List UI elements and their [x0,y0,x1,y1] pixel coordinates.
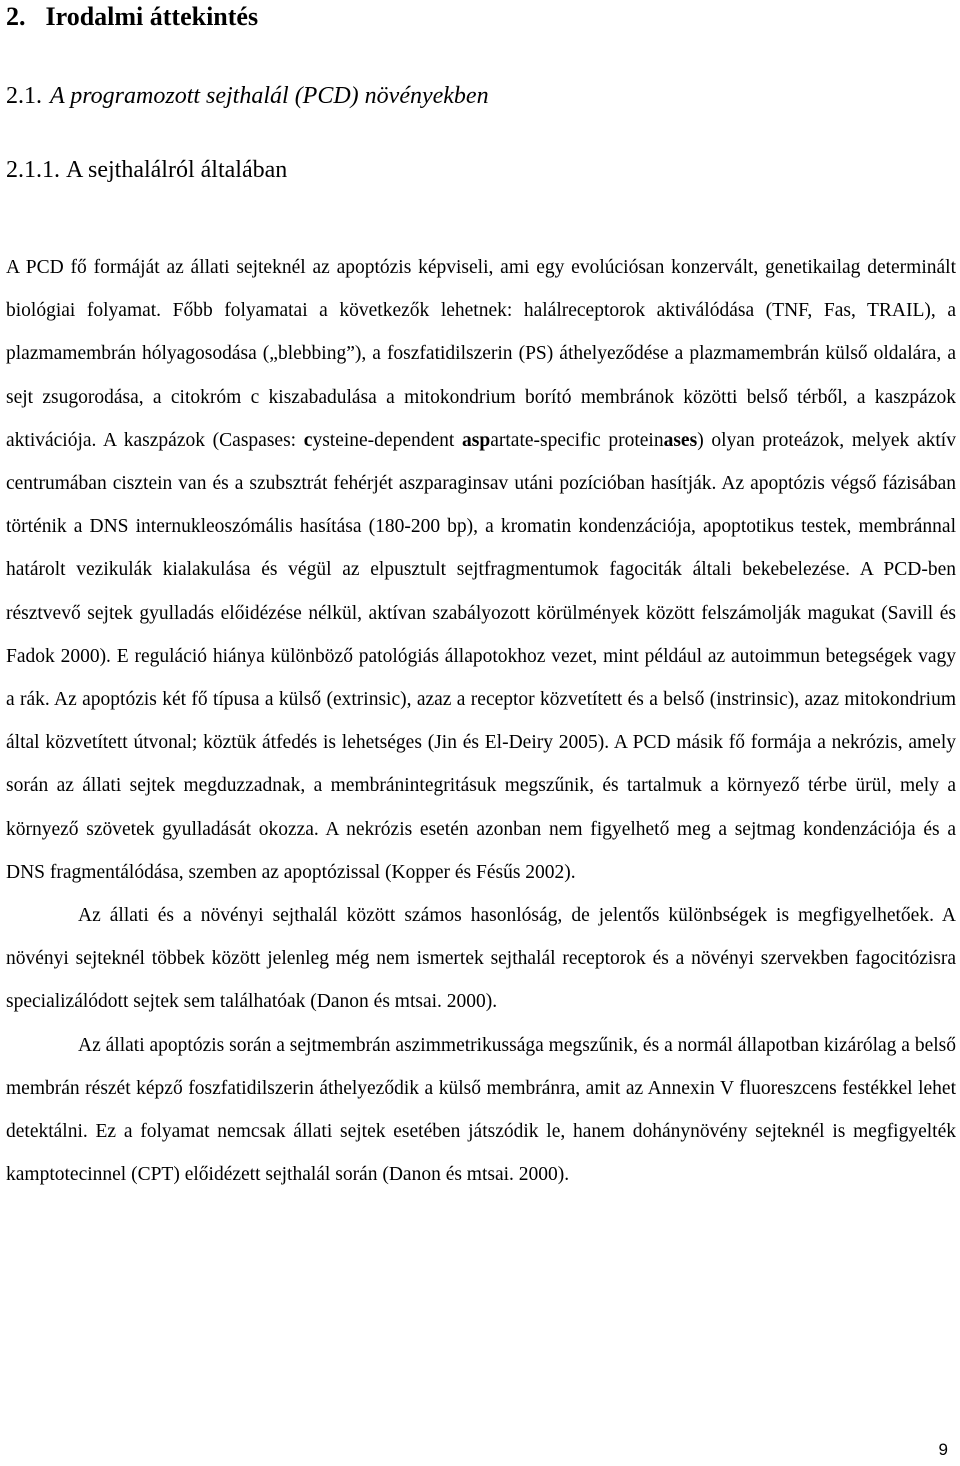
paragraph-membrane-asymmetry: Az állati apoptózis során a sejtmembrán aszimmetrikussága megszűnik, és a normál állapotban kizárólag a belső membrán részét képző foszfatidilszerin áthelyeződik a külső membránra, amit az Annexin V fluoreszcens festékkel lehet detektálni. Ez a folyamat nemcsak állati sejtek esetében játszódik le, hanem dohánynövény sejteknél is megfigyelték kamptotecinnel (CPT) előidézett sejthalál során (Danon és mtsai. 2000). [6,1034,956,1186]
section-title: A programozott sejthalál (PCD) növényekben [50,83,489,109]
paragraph-text: ysteine-dependent [312,429,463,451]
chapter-number: 2. [6,2,26,31]
paragraph-text: artate-specific protein [490,429,664,451]
body-text [6,246,956,1196]
paragraph-text: A PCD fő formáját az állati sejteknél az apoptózis képviseli, ami egy evolúciósan konzervált, genetikailag determinált biológiai folyamat. Főbb folyamatai a következők lehetnek: halálreceptorok aktiválódása (TNF, Fas, TRAIL), a plazmamembrán hólyagosodása („blebbing”), a foszfatidilszerin (PS) áthelyeződése a plazmamembrán külső oldalára, a sejt zsugorodása, a citokróm c kiszabadulása a mitokondrium borító membránok közötti belső térből, a kaszpázok aktivációja. A kaszpázok (Caspases: [6,257,956,451]
chapter-title: Irodalmi áttekintés [45,2,259,31]
paragraph-plant-animal-comparison: Az állati és a növényi sejthalál között számos hasonlóság, de jelentős különbségek is megfigyelhetőek. A növényi sejteknél többek között jelenleg még nem ismertek sejthalál receptorok és a növényi szervekben fagocitózisra specializálódott sejtek sem találhatóak (Danon és mtsai. 2000). [6,905,956,1013]
subsection-number: 2.1.1. [6,157,60,183]
paragraph-apoptosis [6,246,956,894]
page-number: 9 [938,1440,948,1459]
section-heading [6,80,489,112]
acronym-letters: asp [462,429,491,451]
acronym-letters: c [303,429,313,451]
section-number: 2.1. [6,83,42,109]
acronym-letters: ases [663,429,698,451]
subsection-heading [6,154,287,186]
paragraph-text: ) olyan proteázok, melyek aktív centrumában cisztein van és a szubsztrát fehérjét aszparaginsav utáni pozícióban hasítják. Az apoptózis végső fázisában történik a DNS internukleoszómális hasítása (180-200 bp), a kromatin kondenzációja, apoptotikus testek, membránnal határolt vezikulák kialakulása és végül az elpusztult sejtfragmentumok fagociták általi bekebelezése. A PCD-ben résztvevő sejtek gyulladás előidézése nélkül, aktívan szabályozott körülmények között felszámolják magukat (Savill és Fadok 2000). E reguláció hiánya különböző patológiás állapotokhoz vezet, mint például az autoimmun betegségek vagy a rák. Az apoptózis két fő típusa a külső (extrinsic), azaz a receptor közvetített és a belső (instrinsic), azaz mitokondrium által közvetített útvonal; köztük átfedés is lehetséges (Jin és El-Deiry 2005). A PCD másik fő formája a nekrózis, amely során az állati sejtek megduzzadnak, a membránintegritásuk megszűnik, és tartalmuk a környező térbe ürül, mely a környező szövetek gyulladását okozza. A nekrózis esetén azonban nem figyelhető meg a sejtmag kondenzációja és a DNS fragmentálódása, szemben az apoptózissal (Kopper és Fésűs 2002). [6,429,956,883]
chapter-heading [6,0,258,34]
subsection-title: A sejthalálról általában [66,157,288,183]
